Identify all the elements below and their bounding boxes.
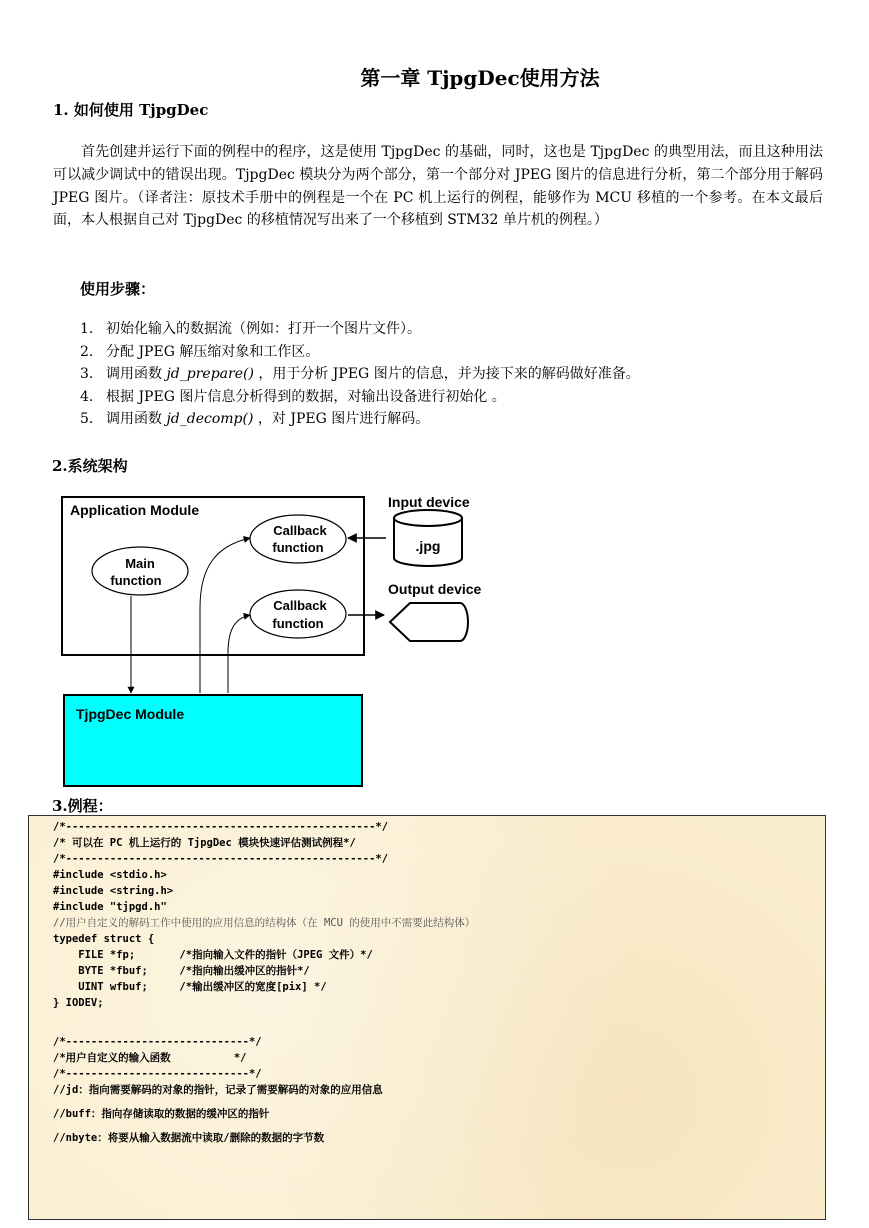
- step-number: 3.: [80, 366, 94, 383]
- code-line: /*-------------------------------------------------*/: [53, 821, 389, 833]
- step-item: [80, 408, 640, 431]
- code-line: /*-----------------------------*/: [53, 1036, 262, 1048]
- step-item: [80, 318, 640, 341]
- step-text: 分配 JPEG 解压缩对象和工作区。: [106, 343, 320, 360]
- function-name: jd_decomp(): [166, 411, 254, 428]
- code-line: //buff：指向存储读取的数据的缓冲区的指针: [53, 1108, 270, 1120]
- chapter-title: 第一章 TjpgDec使用方法: [360, 66, 600, 90]
- code-line: FILE *fp; /*指向输入文件的指针（JPEG 文件）*/: [53, 949, 373, 961]
- main-function-label-2: function: [110, 573, 162, 588]
- code-line: BYTE *fbuf; /*指向输出缓冲区的指针*/: [53, 965, 310, 977]
- steps-list: [80, 318, 640, 431]
- code-line: UINT wfbuf; /*输出缓冲区的宽度[pix] */: [53, 981, 327, 993]
- step-text-tail: ，用于分析 JPEG 图片的信息，并为接下来的解码做好准备。: [253, 366, 640, 383]
- code-line: /*-------------------------------------------------*/: [53, 853, 389, 865]
- application-module-label: Application Module: [70, 502, 200, 518]
- output-callback-label-1: Callback: [273, 598, 327, 613]
- section-3-heading: 3.例程：: [52, 797, 113, 815]
- code-line: //用户自定义的解码工作中使用的应用信息的结构体（在 MCU 的使用中不需要此结构体）: [53, 917, 476, 929]
- output-callback-label-2: function: [272, 616, 324, 631]
- code-line: /*-----------------------------*/: [53, 1068, 262, 1080]
- input-callback-label-2: function: [272, 540, 324, 555]
- code-line: #include <string.h>: [53, 885, 174, 897]
- step-number: 2.: [80, 343, 94, 360]
- code-line: #include "tjpgd.h": [53, 901, 167, 913]
- code-line: //nbyte：将要从输入数据流中读取/删除的数据的字节数: [53, 1132, 325, 1144]
- step-item: [80, 363, 640, 386]
- step-item: [80, 341, 640, 364]
- step-text: 调用函数: [106, 411, 167, 428]
- output-device-label: Output device: [388, 581, 482, 597]
- intro-paragraph: 首先创建并运行下面的例程中的程序，这是使用 TjpgDec 的基础，同时，这也是 TjpgDec 的典型用法，而且这种用法可以减少调试中的错误出现。TjpgDec 模块分为两个部分，第一个部分对 JPEG 图片的信息进行分析，第二个部分用于解码 JPEG 图片。（译者注：原技术手册中的例程是一个在 PC 机上运行的例程，能够作为 MCU 移植的一个参考。在本文最后面，本人根据自己对 TjpgDec 的移植情况写出来了一个移植到 STM32 单片机的例程。）: [53, 144, 823, 229]
- code-line: } IODEV;: [53, 997, 104, 1009]
- step-number: 1.: [80, 321, 94, 337]
- input-callback-label-1: Callback: [273, 523, 327, 538]
- step-text: 根据 JPEG 图片信息分析得到的数据，对输出设备进行初始化 。: [106, 388, 506, 405]
- code-line: #include <stdio.h>: [53, 869, 167, 881]
- step-text: 调用函数: [106, 366, 167, 383]
- steps-heading: 使用步骤：: [80, 280, 156, 298]
- section-2-heading: 2.系统架构: [52, 457, 128, 475]
- code-line: /*用户自定义的输入函数 */: [53, 1052, 247, 1064]
- step-number: 5.: [80, 411, 94, 428]
- step-item: [80, 386, 640, 409]
- step-text: 初始化输入的数据流（例如：打开一个图片文件）。: [106, 321, 421, 337]
- code-line: typedef struct {: [53, 933, 155, 945]
- tjpgdec-module-label: TjpgDec Module: [76, 706, 185, 722]
- cylinder-top: [394, 510, 462, 526]
- step-text-tail: ，对 JPEG 图片进行解码。: [253, 411, 430, 428]
- display-device-icon: [390, 603, 468, 641]
- code-line: /* 可以在 PC 机上运行的 TjpgDec 模块快速评估测试例程*/: [53, 837, 356, 849]
- system-architecture-diagram: [60, 488, 490, 790]
- jpg-label: .jpg: [415, 538, 441, 554]
- code-example-box: [28, 815, 826, 1220]
- main-function-label-1: Main: [125, 556, 155, 571]
- function-name: jd_prepare(): [166, 366, 254, 383]
- input-device-label: Input device: [388, 494, 470, 510]
- step-number: 4.: [80, 388, 94, 405]
- section-1-heading: 1. 如何使用 TjpgDec: [53, 101, 209, 119]
- code-line: //jd：指向需要解码的对象的指针，记录了需要解码的对象的应用信息: [53, 1084, 383, 1096]
